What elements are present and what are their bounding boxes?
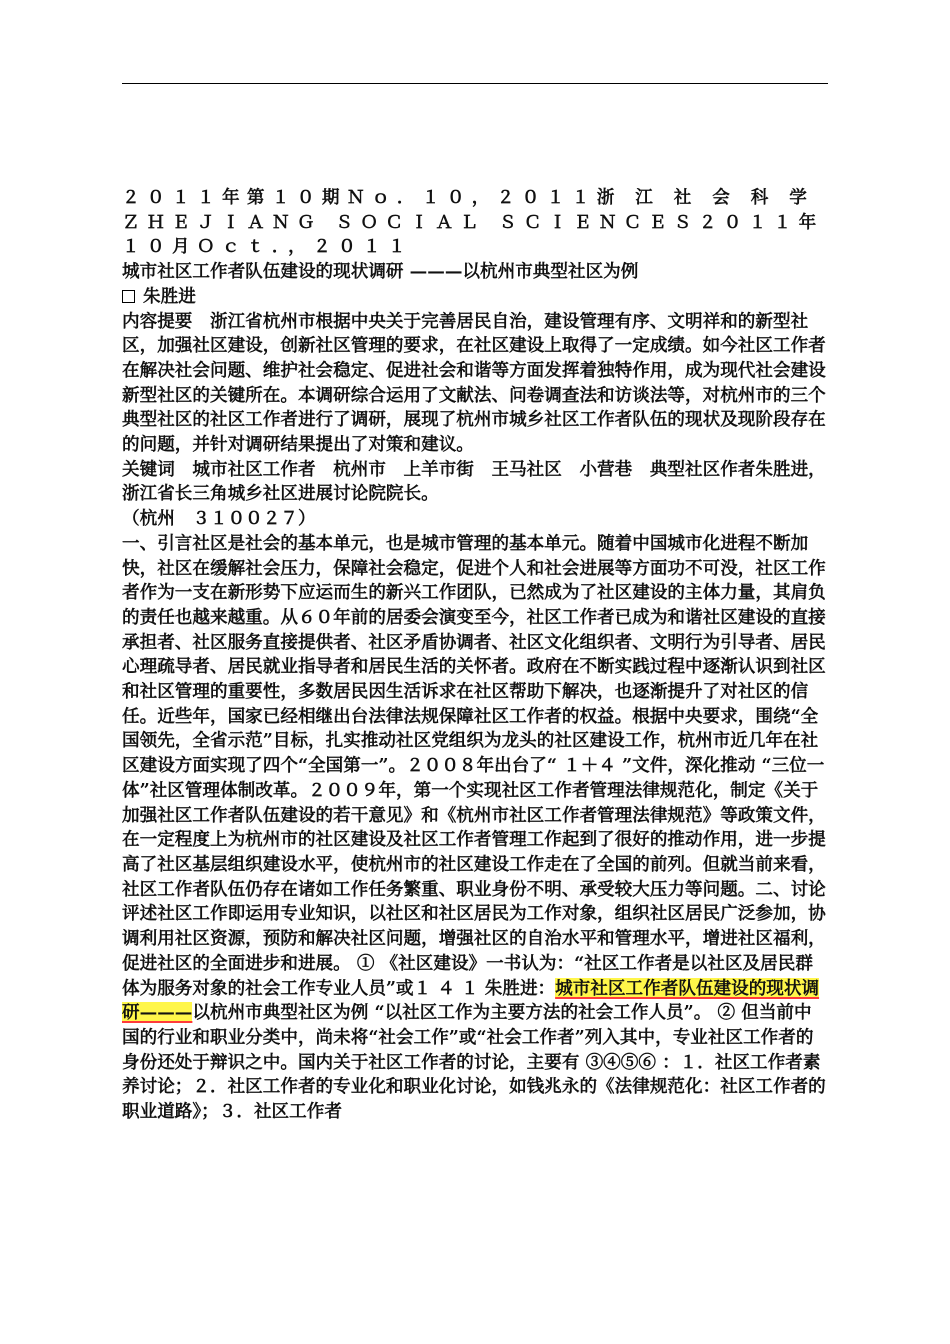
author-name: 朱胜进: [143, 285, 196, 307]
header-rule: [122, 83, 828, 84]
body-paragraph: [122, 532, 828, 1125]
abstract-paragraph: 内容提要 浙江省杭州市根据中央关于完善居民自治，建设管理有序、文明祥和的新型社区，加强社区建设，创新社区管理的要求，在社区建设上取得了一定成绩。如今社区工作者在解决社会问题、维护社会稳定、促进社会和谐等方面发挥着独特作用，成为现代社会建设新型社区的关键所在。本调研综合运用了文献法、问卷调查法和访谈法等，对杭州市的三个典型社区的社区工作者进行了调研，展现了杭州市城乡社区工作者队伍的现状及现阶段存在的问题，并针对调研结果提出了对策和建议。: [122, 310, 826, 456]
document-body: [122, 186, 828, 1125]
keywords-paragraph: 关键词 城市社区工作者 杭州市 上羊市街 王马社区 小营巷 典型社区作者朱胜进，浙江省长三角城乡社区进展讨论院院长。: [122, 458, 826, 505]
article-title: 城市社区工作者队伍建设的现状调研 ———以杭州市典型社区为例: [122, 261, 639, 283]
highlighted-running-title: 城市社区工作者队伍建设的现状调研———: [122, 977, 820, 1024]
author-address: （杭州 ３１００２７）: [122, 508, 316, 530]
journal-masthead: ２０１１年第１０期Ｎｏ．１０，２０１１浙 江 社 会 科 学ＺＨＥＪＩＡＮＧ ＳＯＣＩＡＬ ＳＣＩＥＮＣＥＳ２０１１年１０月Ｏｃｔ．，２０１１: [122, 187, 824, 258]
body-text-part-1: 一、引言社区是社会的基本单元，也是城市管理的基本单元。随着中国城市化进程不断加快，社区在缓解社会压力，保障社会稳定，促进个人和社会进展等方面功不可没，社区工作者作为一支在新形势下应运而生的新兴工作团队，已然成为了社区建设的主体力量，其肩负的责任也越来越重。从６０年前的居委会演变至今，社区工作者已成为和谐社区建设的直接承担者、社区服务直接提供者、社区矛盾协调者、社区文化组织者、文明行为引导者、居民心理疏导者、居民就业指导者和居民生活的关怀者。政府在不断实践过程中逐渐认识到社区和社区管理的重要性，多数居民因生活诉求在社区帮助下解决，也逐渐提升了对社区的信任。近些年，国家已经相继出台法律法规保障社区工作者的权益。根据中央要求，围绕“全国领先，全省示范”目标，扎实推动社区党组织为龙头的社区建设工作，杭州市近几年在社区建设方面实现了四个“全国第一”。２００８年出台了“ １＋４ ”文件，深化推动 “三位一体”社区管理体制改革。２００９年，第一个实现社区工作者管理法律规范化，制定《关于加强社区工作者队伍建设的若干意见》和《杭州市社区工作者管理法律规范》等政策文件，在一定程度上为杭州市的社区建设及社区工作者管理工作起到了很好的推动作用，进一步提高了社区基层组织建设水平，使杭州市的社区建设工作走在了全国的前列。但就当前来看，社区工作者队伍仍存在诸如工作任务繁重、职业身份不明、承受较大压力等问题。二、讨论评述社区工作即运用专业知识，以社区和社区居民为工作对象，组织社区居民广泛参加，协调利用社区资源，预防和解决社区问题，增强社区的自治水平和管理水平，增进社区福利，促进社区的全面进步和进展。 ① 《社区建设》一书认为：“社区工作者是以社区及居民群体为服务对象的社会工作专业人员”或１ ４ １ 朱胜进：: [122, 532, 826, 999]
body-text-part-2: 以杭州市典型社区为例 “以社区工作为主要方法的社会工作人员”。 ② 但当前中国的行业和职业分类中，尚未将“社会工作”或“社会工作者”列入其中，专业社区工作者的身份还处于辩识之中。国内关于社区工作者的讨论，主要有 ③④⑤⑥ ：１．社区工作者素养讨论；２．社区工作者的专业化和职业化讨论，如钱兆永的《法律规范化：社区工作者的职业道路》；３．社区工作者: [122, 1002, 826, 1123]
checkbox-square-icon: [122, 290, 135, 303]
author-line: [122, 285, 828, 310]
